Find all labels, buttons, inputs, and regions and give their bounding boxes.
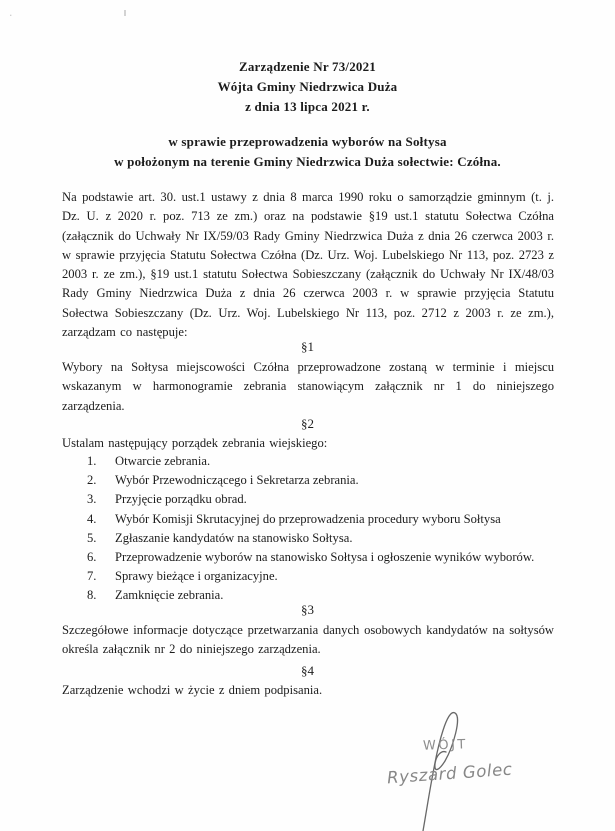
scan-artifact: · [9, 9, 13, 22]
section-4-body: Zarządzenie wchodzi w życie z dniem podpisania. [62, 683, 323, 697]
item-text: Wybór Przewodniczącego i Sekretarza zebrania. [115, 473, 359, 488]
list-item [62, 548, 554, 567]
scan-artifact [124, 10, 126, 16]
item-text: Wybór Komisji Skrutacyjnej do przeprowadzenia procedury wyboru Sołtysa [115, 511, 501, 526]
section-3-heading: §3 [301, 602, 314, 617]
document-subject [0, 132, 615, 172]
legal-basis-paragraph: Na podstawie art. 30. ust.1 ustawy z dnia 8 marca 1990 roku o samorządzie gminnym (t. j. Dz. U. z 2020 r. poz. 713 ze zm.) oraz na podstawie §19 ust.1 statutu Sołectwa Czółna (załącznik do Uchwały Nr IX/59/03 Rady Gminy Niedrzwica Duża z dnia 26 czerwca 2003 r. w sprawie przyjęcia Statutu Sołectwa Czółna (Dz. Urz. Woj. Lubelskiego Nr 113, poz. 2723 z 2003 r. ze zm.), §19 ust.1 statutu Sołectwa Sobieszczany (załącznik do Uchwały Nr IX/48/03 Rady Gminy Niedrzwica Duża z dnia 26 czerwca 2003 r. w sprawie przyjęcia Statutu Sołectwa Sobieszczany (Dz. Urz. Woj. Lubelskiego Nr 113, poz. 2712 z 2003 r. ze zm.), zarządzam co następuje: [62, 190, 554, 340]
list-item [62, 567, 554, 586]
item-number: 2. [87, 473, 97, 488]
signature-name: Ryszard Golec [386, 759, 514, 788]
item-text: Przeprowadzenie wyborów na stanowisko Sołtysa i ogłoszenie wyników wyborów. [115, 550, 535, 565]
section-2-intro: Ustalam następujący porządek zebrania wiejskiego: [62, 436, 328, 450]
subject-line-2: w położonym na terenie Gminy Niedrzwica Duża sołectwie: Czółna. [114, 154, 501, 169]
agenda-list [62, 452, 554, 606]
item-text: Sprawy bieżące i organizacyjne. [115, 569, 278, 584]
list-item [62, 490, 554, 509]
section-1-heading: §1 [301, 339, 314, 354]
signature-title: WÓJT [422, 737, 469, 754]
item-text: Zgłaszanie kandydatów na stanowisko Sołtysa. [115, 530, 353, 545]
item-text: Otwarcie zebrania. [115, 454, 211, 468]
item-number: 3. [87, 492, 97, 507]
list-item [62, 529, 554, 548]
section-1-body: Wybory na Sołtysa miejscowości Czółna przeprowadzone zostaną w terminie i miejscu wskazanym w harmonogramie zebrania stanowiącym załącznik nr 1 do niniejszego zarządzenia. [62, 360, 554, 413]
section-4-heading: §4 [301, 663, 314, 678]
title-line-authority: Wójta Gminy Niedrzwica Duża [217, 79, 398, 94]
item-number: 8. [87, 588, 97, 603]
item-number: 6. [87, 550, 97, 565]
item-text: Zamknięcie zebrania. [115, 588, 224, 603]
item-number: 7. [87, 569, 97, 584]
list-item [62, 510, 554, 529]
title-line-number: Zarządzenie Nr 73/2021 [238, 59, 377, 74]
item-text: Przyjęcie porządku obrad. [115, 492, 247, 507]
section-2-heading: §2 [301, 416, 314, 431]
title-line-date: z dnia 13 lipca 2021 r. [245, 99, 370, 114]
item-number: 5. [87, 530, 97, 545]
item-number: 1. [87, 454, 97, 468]
list-item [62, 452, 554, 471]
document-title [0, 57, 615, 117]
section-3-body: Szczegółowe informacje dotyczące przetwarzania danych osobowych kandydatów na sołtysów określa załącznik nr 2 do niniejszego zarządzenia. [62, 623, 554, 657]
subject-line-1: w sprawie przeprowadzenia wyborów na Sołtysa [168, 134, 447, 149]
list-item [62, 471, 554, 490]
item-number: 4. [87, 511, 97, 526]
